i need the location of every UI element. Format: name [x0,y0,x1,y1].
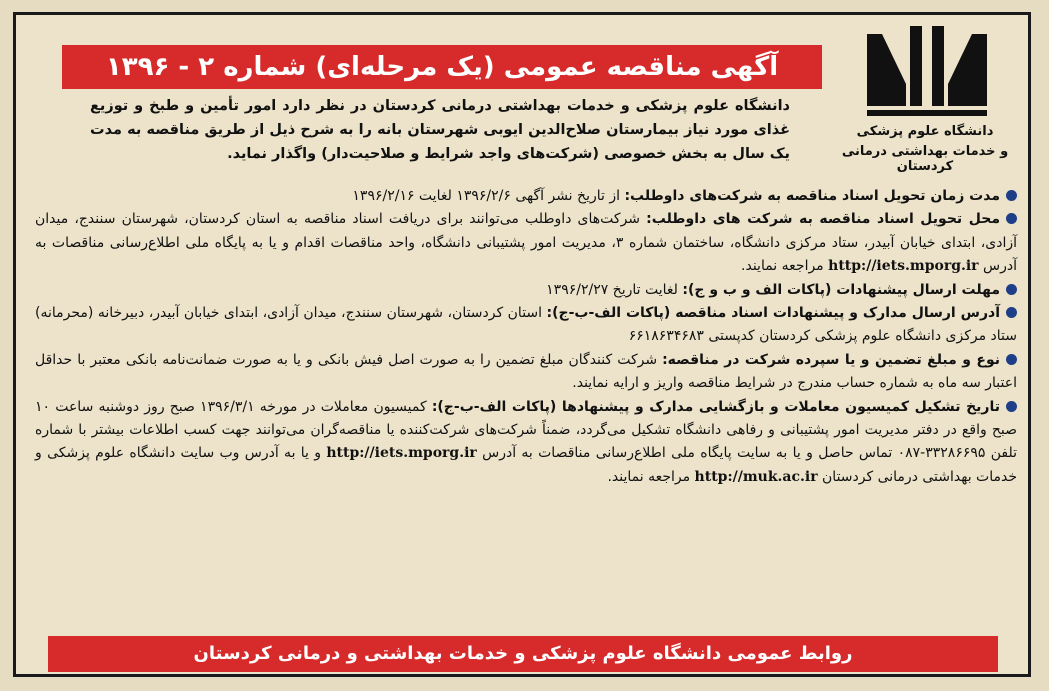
item-guarantee [35,349,1017,396]
item-proposal-deadline [35,279,1017,302]
notice-title: آگهی مناقصه عمومی (یک مرحله‌ای) شماره ۲ - ۱۳۹۶ [62,45,822,89]
item-document-delivery-place [35,208,1017,278]
notice-items [35,185,1017,489]
intro-paragraph: دانشگاه علوم پزشکی و خدمات بهداشتی درمانی کردستان در نظر دارد امور تأمین و طبخ و توزیع غذای مورد نیاز بیمارستان صلاح‌الدین ایوبی شهرستان بانه را به شرح ذیل از طریق مناقصه به مدت یک سال به بخش خصوصی (شرکت‌های واجد شرایط و صلاحیت‌دار) واگذار نماید. [90,98,790,162]
item-text-mid: و یا به آدرس وب سایت دانشگاه علوم پزشکی و خدمات بهداشتی درمانی کردستان [35,445,1017,485]
item-text: از تاریخ نشر آگهی ۱۳۹۶/۲/۶ لغایت ۱۳۹۶/۲/۱۶ [352,188,625,204]
item-label: مهلت ارسال پیشنهادات (پاکات الف و ب و ج): [682,281,1000,298]
bullet-icon [1006,354,1017,365]
muk-link[interactable]: http://muk.ac.ir [694,468,818,485]
university-emblem-icon [862,26,992,118]
item-label: آدرس ارسال مدارک و پیشنهادات اسناد مناقصه (پاکات الف-ب-ج): [546,305,1001,322]
bullet-icon [1006,213,1017,224]
public-relations-footer: روابط عمومی دانشگاه علوم پزشکی و خدمات بهداشتی و درمانی کردستان [48,636,998,672]
bullet-icon [1006,284,1017,295]
item-label: تاریخ تشکیل کمیسیون معاملات و بازگشایی مدارک و پیشنهادها (پاکات الف-ب-ج): [431,398,1000,415]
bullet-icon [1006,307,1017,318]
item-text: استان کردستان، شهرستان سنندج، میدان آزادی، ابتدای خیابان آبیدر، دبیرخانه (محرمانه) ستاد مرکزی دانشگاه علوم پزشکی کردستان کدپستی ۶۶۱۸۶۳۴۶۸۳ [35,305,1017,345]
item-commission-date [35,396,1017,490]
item-label: نوع و مبلغ تضمین و یا سپرده شرکت در مناقصه: [662,351,1000,368]
item-text: کمیسیون معاملات در مورخه ۱۳۹۶/۳/۱ صبح روز دوشنبه ساعت ۱۰ صبح واقع در دفتر مدیریت امور پشتیبانی و رفاهی دانشگاه تشکیل می‌گردد، ضمناً شرکت‌های شرکت‌کننده یا مناقصه‌گران می‌توانند جهت کسب اطلاعات بیشتر با شماره تلفن ۳۳۲۸۶۶۹۵-۰۸۷ تماس حاصل و یا به سایت پایگاه ملی اطلاع‌رسانی مناقصات به آدرس [35,398,1017,462]
university-logo [820,26,1030,176]
item-label: مدت زمان تحویل اسناد مناقصه به شرکت‌های داوطلب: [624,188,1000,204]
item-document-delivery-period [35,185,1017,208]
item-text-after: مراجعه نمایند. [741,258,829,275]
iets-link[interactable]: http://iets.mporg.ir [326,445,477,462]
bullet-icon [1006,401,1017,412]
iets-link[interactable]: http://iets.mporg.ir [828,258,979,275]
logo-caption-line2: و خدمات بهداشتی درمانی کردستان [841,144,1009,174]
item-text: شرکت‌های داوطلب می‌توانند برای دریافت اسناد مناقصه به استان کردستان، شهرستان سنندج، میدان آزادی، ابتدای خیابان آبیدر، ستاد مرکزی دانشگاه، ساختمان شماره ۳، مدیریت امور پشتیبانی دانشگاه، واحد مناقصات اقدام و یا به پایگاه ملی اطلاع‌رسانی مناقصات به آدرس [35,211,1017,275]
logo-caption-line1: دانشگاه علوم پزشکی [856,124,994,139]
bullet-icon [1006,190,1017,201]
item-label: محل تحویل اسناد مناقصه به شرکت های داوطلب: [646,211,1000,228]
item-text: لغایت تاریخ ۱۳۹۶/۲/۲۷ [546,281,683,298]
item-submission-address [35,302,1017,349]
item-text: شرکت کنندگان مبلغ تضمین را به صورت اصل فیش بانکی و یا به صورت ضمانت‌نامه بانکی معتبر با حداقل اعتبار سه ماه به شماره حساب مندرج در شرایط مناقصه واریز و ارایه نمایند. [35,351,1017,392]
item-text-after: مراجعه نمایند. [607,468,695,485]
